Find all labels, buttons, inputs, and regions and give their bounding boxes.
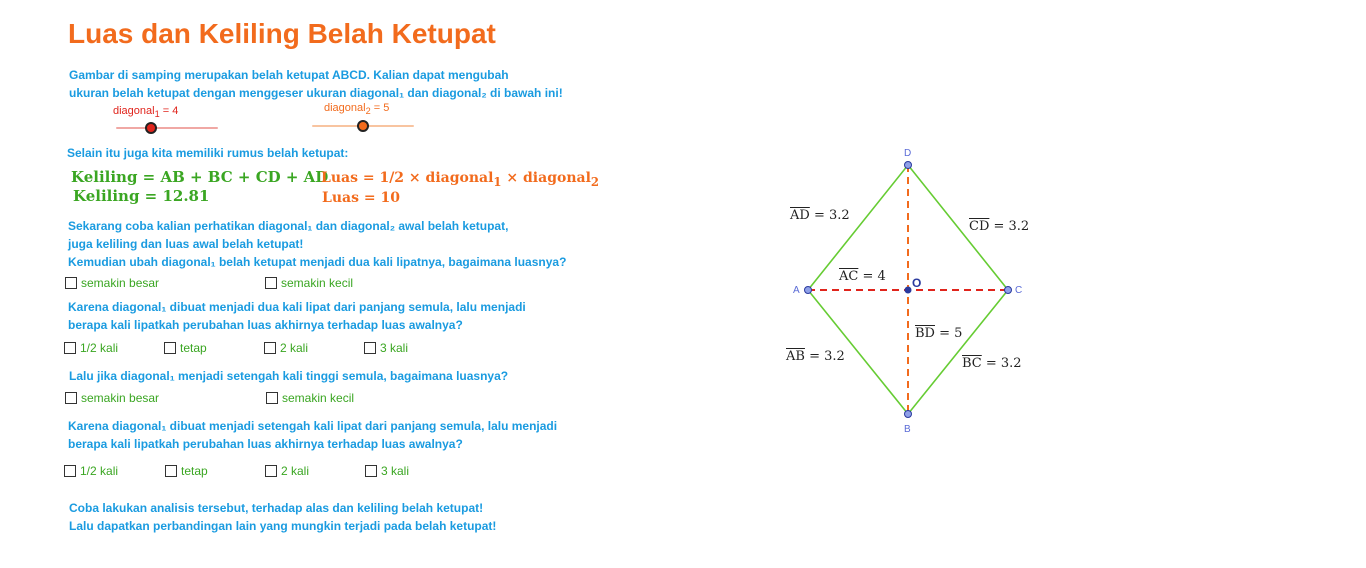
luas-value: Luas = 10: [322, 190, 400, 206]
seg-ac-value: = 4: [858, 269, 886, 284]
seg-bc-value: = 3.2: [981, 356, 1022, 371]
q3-opt2-label: semakin kecil: [282, 391, 355, 405]
label-ac: [839, 269, 886, 284]
q2-opt-half: 1/2 kali: [80, 341, 119, 355]
intro-line-1: Gambar di samping merupakan belah ketupat ABCD. Kalian dapat mengubah: [69, 68, 509, 82]
label-ab: [786, 349, 845, 364]
point-d[interactable]: [905, 162, 912, 169]
slider-d1-sub: 1: [154, 109, 160, 120]
q4-opt-3x: 3 kali: [381, 464, 410, 478]
point-o[interactable]: [905, 287, 912, 294]
q2-opt-3x: 3 kali: [380, 341, 409, 355]
q4-opt-tetap: tetap: [181, 464, 208, 478]
keliling-formula: Keliling = AB + BC + CD + AD: [71, 168, 329, 186]
label-ad: [790, 208, 850, 223]
seg-cd-name: $\overline{CD}$: [969, 219, 990, 234]
seg-bc-name: $\overline{BC}$: [962, 356, 982, 371]
luas-sub-2: 2: [590, 174, 600, 189]
label-o: O: [912, 276, 922, 290]
q4-opt-half: 1/2 kali: [80, 464, 119, 478]
intro-line-2: ukuran belah ketupat dengan menggeser ukuran diagonal₁ dan diagonal₂ di bawah ini!: [69, 86, 563, 100]
page-title: Luas dan Keliling Belah Ketupat: [68, 18, 496, 49]
point-c[interactable]: [1005, 287, 1012, 294]
label-b: B: [904, 424, 911, 435]
label-d: D: [904, 148, 912, 159]
keliling-value: Keliling = 12.81: [73, 187, 210, 205]
q4-opt-2x: 2 kali: [281, 464, 310, 478]
rumus-intro: Selain itu juga kita memiliki rumus belah ketupat:: [67, 146, 349, 160]
seg-ad-name: $\overline{AD}$: [790, 208, 810, 223]
q1-line-2: juga keliling dan luas awal belah ketupat!: [68, 237, 304, 251]
closing-line-2: Lalu dapatkan perbandingan lain yang mungkin terjadi pada belah ketupat!: [69, 519, 497, 533]
label-a: A: [793, 285, 800, 296]
point-a[interactable]: [805, 287, 812, 294]
label-cd: [969, 219, 1029, 234]
luas-formula-pre: Luas = 1/2 × diagonal: [321, 170, 494, 186]
label-c: C: [1015, 285, 1023, 296]
seg-ab-value: = 3.2: [804, 349, 845, 364]
q1-line-3: Kemudian ubah diagonal₁ belah ketupat menjadi dua kali lipatnya, bagaimana luasnya?: [68, 255, 567, 269]
slider-d2-value: = 5: [370, 102, 390, 114]
slider-d2-name: diagonal: [324, 102, 366, 114]
luas-formula-mid: × diagonal: [501, 170, 591, 186]
q3-opt1-label: semakin besar: [81, 391, 160, 405]
slider-d1-name: diagonal: [113, 105, 155, 117]
q2-opt-2x: 2 kali: [280, 341, 309, 355]
slider-d1-value: = 4: [159, 105, 179, 117]
q2-line-1: Karena diagonal₁ dibuat menjadi dua kali lipat dari panjang semula, lalu menjadi: [68, 300, 526, 314]
seg-bd-value: = 5: [934, 326, 963, 341]
question-3: Lalu jika diagonal₁ menjadi setengah kali tinggi semula, bagaimana luasnya?: [69, 369, 509, 383]
label-bc: [962, 356, 1022, 371]
point-b[interactable]: [905, 411, 912, 418]
seg-bd-name: $\overline{BD}$: [915, 326, 935, 341]
q1-opt2-label: semakin kecil: [281, 276, 354, 290]
closing-line-1: Coba lakukan analisis tersebut, terhadap alas dan keliling belah ketupat!: [69, 501, 484, 515]
seg-ac-name: $\overline{AC}$: [839, 269, 859, 284]
seg-ab-name: $\overline{AB}$: [786, 349, 805, 364]
seg-ad-value: = 3.2: [809, 208, 850, 223]
q4-line-1: Karena diagonal₁ dibuat menjadi setengah kali lipat dari panjang semula, lalu menjadi: [68, 419, 558, 433]
label-bd: [915, 326, 962, 341]
q2-opt-tetap: tetap: [180, 341, 207, 355]
seg-cd-value: = 3.2: [989, 219, 1030, 234]
q4-line-2: berapa kali lipatkah perubahan luas akhirnya terhadap luas awalnya?: [68, 437, 463, 451]
slider-d2-sub: 2: [365, 106, 371, 117]
q1-line-1: Sekarang coba kalian perhatikan diagonal₁ dan diagonal₂ awal belah ketupat,: [68, 219, 509, 233]
luas-sub-1: 1: [493, 174, 502, 189]
q1-opt1-label: semakin besar: [81, 276, 160, 290]
q2-line-2: berapa kali lipatkah perubahan luas akhirnya terhadap luas awalnya?: [68, 318, 463, 332]
